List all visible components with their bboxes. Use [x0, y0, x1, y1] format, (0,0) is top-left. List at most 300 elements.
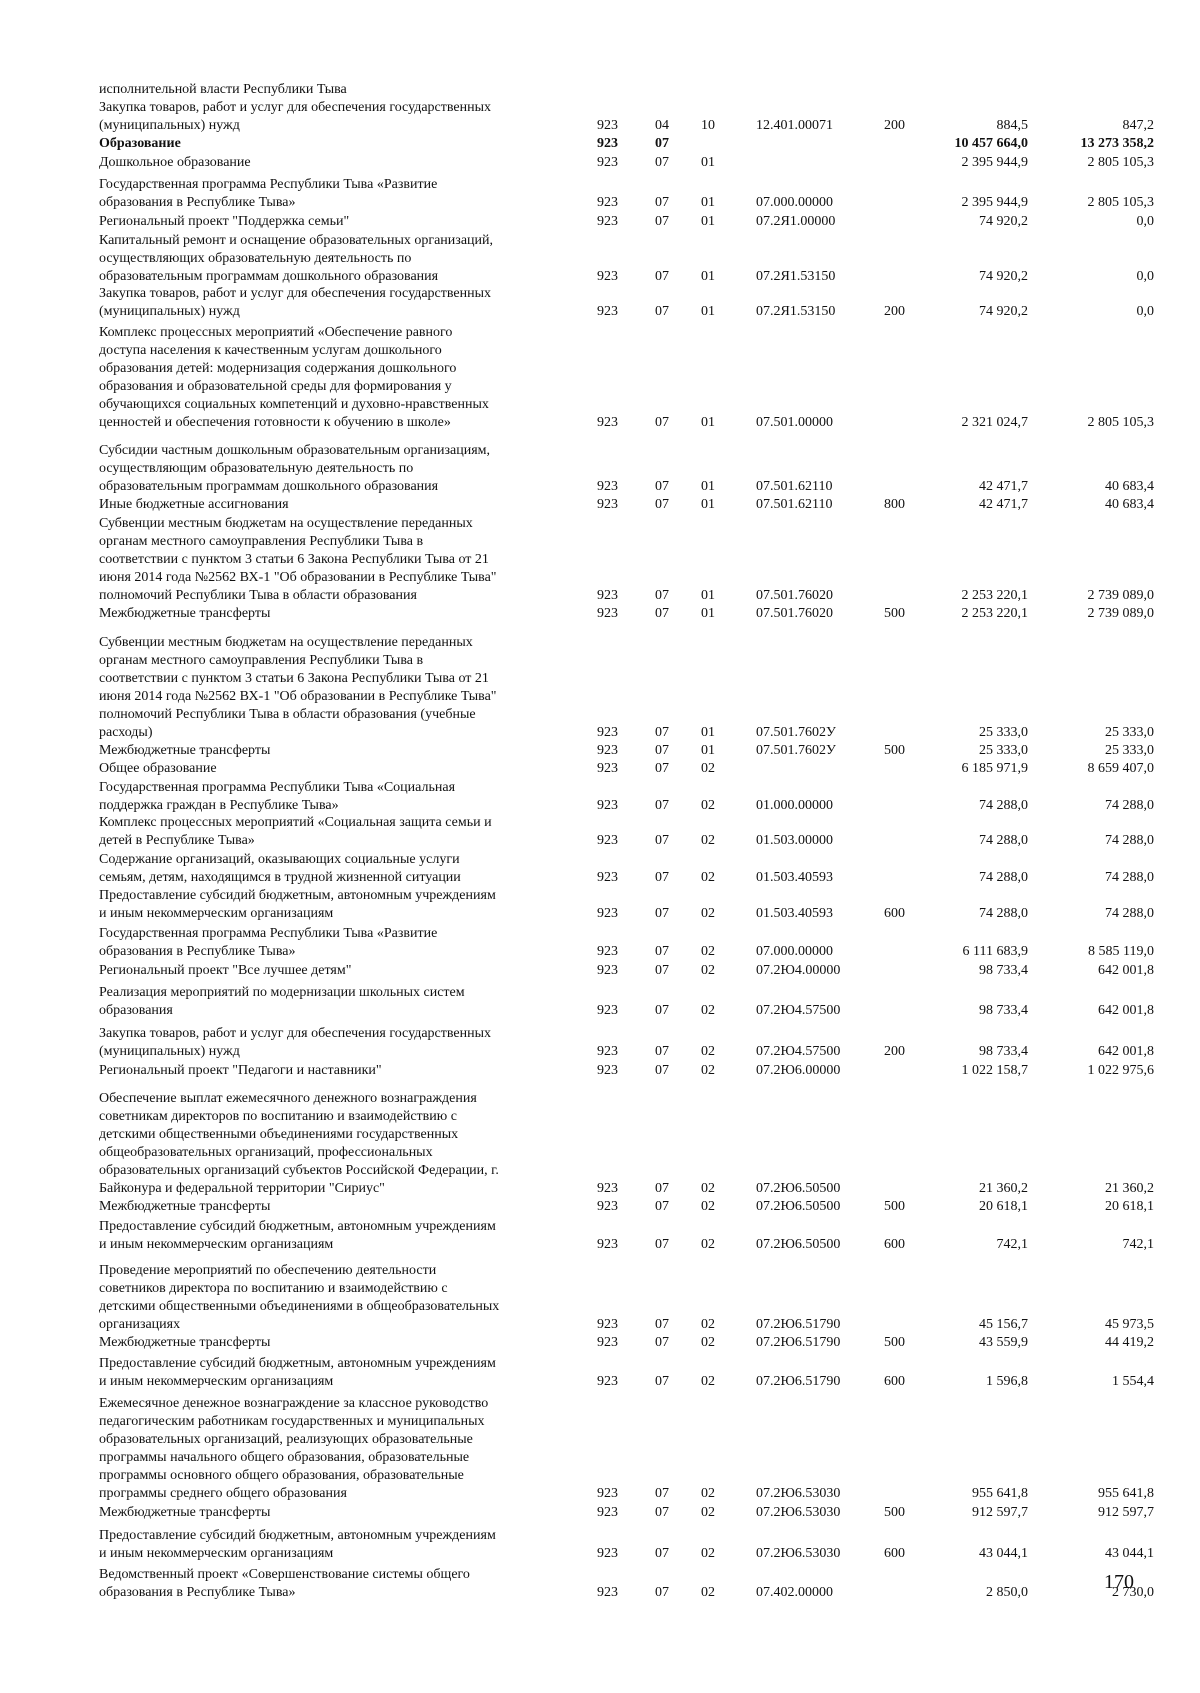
cell-sec: 07 [655, 497, 669, 512]
cell-typ: 600 [884, 1374, 905, 1389]
cell-v1: 1 596,8 [986, 1374, 1028, 1389]
cell-sec: 07 [655, 833, 669, 848]
row-name-line: Дошкольное образование [99, 155, 251, 170]
row-name-line: Предоставление субсидий бюджетным, автономным учреждениям [99, 888, 496, 903]
cell-v2: 25 333,0 [1105, 743, 1154, 758]
row-name-line: Межбюджетные трансферты [99, 1335, 271, 1350]
cell-v2: 0,0 [1136, 269, 1154, 284]
cell-sub: 02 [701, 1335, 715, 1350]
table-row [0, 492, 1200, 514]
cell-adm: 923 [597, 415, 618, 430]
cell-csr: 07.2Ю4.00000 [756, 963, 841, 978]
cell-sub: 01 [701, 214, 715, 229]
cell-csr: 07.2Ю4.57500 [756, 1044, 841, 1059]
cell-v2: 642 001,8 [1098, 963, 1154, 978]
row-name-line: Региональный проект "Все лучшее детям" [99, 963, 352, 978]
cell-csr: 07.000.00000 [756, 944, 833, 959]
row-name-line: семьям, детям, находящимся в трудной жизненной ситуации [99, 870, 461, 885]
row-name [99, 605, 569, 623]
row-name-line: Государственная программа Республики Тыва «Социальная [99, 780, 456, 795]
cell-sec: 07 [655, 1505, 669, 1520]
row-name-line: расходы) [99, 725, 153, 740]
row-name-line: образовательным программам дошкольного образования [99, 479, 439, 494]
cell-sec: 07 [655, 1063, 669, 1078]
cell-v1: 742,1 [996, 1237, 1028, 1252]
row-name-line: образовательным программам дошкольного образования [99, 269, 439, 284]
cell-sec: 07 [655, 195, 669, 210]
cell-csr: 07.501.76020 [756, 606, 833, 621]
cell-sec: 07 [655, 588, 669, 603]
cell-sub: 01 [701, 155, 715, 170]
cell-sec: 07 [655, 415, 669, 430]
row-name [99, 887, 569, 923]
cell-adm: 923 [597, 725, 618, 740]
cell-csr: 07.2Ю6.50500 [756, 1237, 841, 1252]
cell-sub: 02 [701, 1181, 715, 1196]
row-name-line: Общее образование [99, 761, 217, 776]
cell-v1: 74 920,2 [979, 269, 1028, 284]
table-row [0, 1500, 1200, 1522]
cell-v1: 20 618,1 [979, 1199, 1028, 1214]
table-row [0, 286, 1200, 321]
cell-v1: 912 597,7 [972, 1505, 1028, 1520]
cell-csr: 07.2Ю6.51790 [756, 1335, 841, 1350]
cell-typ: 200 [884, 1044, 905, 1059]
cell-sub: 02 [701, 1044, 715, 1059]
cell-csr: 07.2Я1.53150 [756, 304, 836, 319]
cell-sub: 02 [701, 944, 715, 959]
cell-v1: 2 253 220,1 [961, 606, 1028, 621]
cell-v1: 74 920,2 [979, 214, 1028, 229]
cell-v2: 25 333,0 [1105, 725, 1154, 740]
cell-v1: 74 288,0 [979, 906, 1028, 921]
cell-adm: 923 [597, 195, 618, 210]
row-name [99, 1355, 569, 1391]
row-name-line: доступа населения к качественным услугам дошкольного [99, 343, 442, 358]
cell-sec: 07 [655, 1003, 669, 1018]
row-name-line: образования в Республике Тыва» [99, 195, 296, 210]
cell-sec: 07 [655, 1317, 669, 1332]
cell-typ: 800 [884, 497, 905, 512]
cell-sec: 07 [655, 606, 669, 621]
cell-adm: 923 [597, 1044, 618, 1059]
row-name-line: (муниципальных) нужд [99, 118, 240, 133]
cell-v2: 74 288,0 [1105, 906, 1154, 921]
cell-v1: 43 559,9 [979, 1335, 1028, 1350]
cell-v1: 98 733,4 [979, 1044, 1028, 1059]
row-name [99, 814, 569, 850]
cell-sec: 07 [655, 1181, 669, 1196]
row-name-line: Межбюджетные трансферты [99, 743, 271, 758]
cell-csr: 07.000.00000 [756, 195, 833, 210]
table-row [0, 1194, 1200, 1216]
cell-csr: 12.401.00071 [756, 118, 833, 133]
row-name [99, 1527, 569, 1563]
cell-adm: 923 [597, 1505, 618, 1520]
row-name-line: детскими общественными объединениями государственных [99, 1127, 459, 1142]
cell-sec: 07 [655, 1237, 669, 1252]
cell-v2: 742,1 [1122, 1237, 1154, 1252]
row-name-line: программы среднего общего образования [99, 1486, 347, 1501]
row-name-line: Предоставление субсидий бюджетным, автономным учреждениям [99, 1528, 496, 1543]
cell-adm: 923 [597, 944, 618, 959]
cell-adm: 923 [597, 214, 618, 229]
cell-typ: 500 [884, 1505, 905, 1520]
row-name-line: Байконура и федеральной территории "Сириус" [99, 1181, 385, 1196]
cell-sub: 02 [701, 1237, 715, 1252]
cell-v1: 6 111 683,9 [962, 944, 1028, 959]
row-name [99, 285, 569, 321]
cell-v1: 884,5 [996, 118, 1028, 133]
cell-v2: 43 044,1 [1105, 1546, 1154, 1561]
row-name [99, 1090, 569, 1198]
cell-sec: 07 [655, 944, 669, 959]
cell-adm: 923 [597, 743, 618, 758]
row-name-line: Обеспечение выплат ежемесячного денежного вознаграждения [99, 1091, 477, 1106]
table-row [0, 1356, 1200, 1391]
cell-adm: 923 [597, 1374, 618, 1389]
cell-typ: 200 [884, 304, 905, 319]
row-name-line: Проведение мероприятий по обеспечению деятельности [99, 1263, 437, 1278]
row-name-line: Государственная программа Республики Тыва «Развитие [99, 926, 438, 941]
cell-sec: 07 [655, 761, 669, 776]
row-name-line: (муниципальных) нужд [99, 304, 240, 319]
table-row [0, 958, 1200, 980]
cell-v1: 43 044,1 [979, 1546, 1028, 1561]
row-name-line: Предоставление субсидий бюджетным, автономным учреждениям [99, 1219, 496, 1234]
cell-sub: 01 [701, 606, 715, 621]
row-name [99, 1198, 569, 1216]
row-name [99, 515, 569, 605]
cell-sec: 07 [655, 870, 669, 885]
row-name [99, 1334, 569, 1352]
cell-v2: 74 288,0 [1105, 870, 1154, 885]
cell-v2: 2 805 105,3 [1087, 195, 1154, 210]
row-name-line: советников директора по воспитанию и взаимодействию с [99, 1281, 448, 1296]
cell-v2: 847,2 [1122, 118, 1154, 133]
row-name [99, 851, 569, 887]
row-name-line: Закупка товаров, работ и услуг для обеспечения государственных [99, 286, 492, 301]
cell-v2: 955 641,8 [1098, 1486, 1154, 1501]
cell-csr: 07.2Ю4.57500 [756, 1003, 841, 1018]
cell-csr: 07.2Ю6.51790 [756, 1374, 841, 1389]
cell-typ: 500 [884, 743, 905, 758]
table-row [0, 1058, 1200, 1080]
row-name-line: Государственная программа Республики Тыва «Развитие [99, 177, 438, 192]
cell-csr: 07.2Ю6.50500 [756, 1199, 841, 1214]
cell-adm: 923 [597, 963, 618, 978]
cell-adm: 923 [597, 1181, 618, 1196]
cell-csr: 07.2Ю6.53030 [756, 1505, 841, 1520]
cell-csr: 07.501.00000 [756, 415, 833, 430]
cell-v2: 2 805 105,3 [1087, 155, 1154, 170]
cell-sub: 02 [701, 1505, 715, 1520]
row-name [99, 760, 569, 778]
cell-csr: 07.501.76020 [756, 588, 833, 603]
cell-typ: 600 [884, 1237, 905, 1252]
row-name [99, 1062, 569, 1080]
cell-sec: 07 [655, 1585, 669, 1600]
cell-v2: 40 683,4 [1105, 479, 1154, 494]
row-name [99, 1025, 569, 1061]
row-name-line: программы начального общего образования, образовательные [99, 1450, 470, 1465]
row-name-line: исполнительной власти Республики Тыва [99, 82, 347, 97]
cell-csr: 01.503.00000 [756, 833, 833, 848]
cell-sub: 02 [701, 1063, 715, 1078]
cell-v2: 2 739 089,0 [1087, 588, 1154, 603]
cell-v2: 13 273 358,2 [1080, 136, 1154, 151]
cell-adm: 923 [597, 304, 618, 319]
row-name-line: общеобразовательных организаций, профессиональных [99, 1145, 433, 1160]
row-name-line: и иным некоммерческим организациям [99, 1237, 334, 1252]
cell-sec: 07 [655, 798, 669, 813]
cell-adm: 923 [597, 269, 618, 284]
cell-sub: 02 [701, 798, 715, 813]
row-name-line: июня 2014 года №2562 ВХ-1 "Об образовании в Республике Тыва" [99, 570, 497, 585]
table-row [0, 1330, 1200, 1352]
cell-sub: 02 [701, 761, 715, 776]
cell-v1: 2 253 220,1 [961, 588, 1028, 603]
cell-sec: 07 [655, 269, 669, 284]
row-name [99, 1218, 569, 1254]
row-name-line: осуществляющих образовательную деятельность по [99, 251, 412, 266]
cell-v1: 6 185 971,9 [961, 761, 1028, 776]
cell-sec: 07 [655, 479, 669, 494]
cell-csr: 07.501.7602У [756, 743, 836, 758]
cell-v1: 74 288,0 [979, 798, 1028, 813]
row-name-line: Закупка товаров, работ и услуг для обеспечения государственных [99, 1026, 492, 1041]
cell-v1: 42 471,7 [979, 497, 1028, 512]
row-name-line: программы основного общего образования, образовательные [99, 1468, 464, 1483]
cell-csr: 07.501.62110 [756, 479, 833, 494]
cell-v1: 10 457 664,0 [954, 136, 1028, 151]
row-name-line: педагогическим работникам государственных и муниципальных [99, 1414, 485, 1429]
row-name [99, 324, 569, 432]
cell-csr: 07.2Ю6.53030 [756, 1486, 841, 1501]
table-row [0, 77, 1200, 99]
row-name-line: полномочий Республики Тыва в области образования (учебные [99, 707, 476, 722]
cell-v2: 2 805 105,3 [1087, 415, 1154, 430]
row-name-line: полномочий Республики Тыва в области образования [99, 588, 417, 603]
cell-sec: 07 [655, 725, 669, 740]
row-name-line: Закупка товаров, работ и услуг для обеспечения государственных [99, 100, 492, 115]
cell-v2: 8 659 407,0 [1087, 761, 1154, 776]
row-name-line: и иным некоммерческим организациям [99, 1374, 334, 1389]
row-name-line: образования в Республике Тыва» [99, 1585, 296, 1600]
row-name-line: Межбюджетные трансферты [99, 1505, 271, 1520]
row-name-line: Межбюджетные трансферты [99, 1199, 271, 1214]
cell-typ: 600 [884, 1546, 905, 1561]
row-name-line: Капитальный ремонт и оснащение образовательных организаций, [99, 233, 494, 248]
row-name-line: Иные бюджетные ассигнования [99, 497, 289, 512]
cell-v2: 45 973,5 [1105, 1317, 1154, 1332]
cell-sec: 07 [655, 1546, 669, 1561]
cell-sub: 01 [701, 497, 715, 512]
table-row [0, 1528, 1200, 1563]
row-name [99, 442, 569, 496]
cell-adm: 923 [597, 1546, 618, 1561]
row-name-line: обучающихся социальных компетенций и духовно-нравственных [99, 397, 489, 412]
row-name-line: соответствии с пунктом 3 статьи 6 Закона Республики Тыва от 21 [99, 552, 489, 567]
cell-v2: 74 288,0 [1105, 833, 1154, 848]
cell-v1: 1 022 158,7 [961, 1063, 1028, 1078]
row-name-line: детей в Республике Тыва» [99, 833, 255, 848]
cell-v2: 8 585 119,0 [1088, 944, 1154, 959]
cell-adm: 923 [597, 136, 618, 151]
row-name-line: образования и образовательной среды для формирования у [99, 379, 452, 394]
cell-v2: 74 288,0 [1105, 798, 1154, 813]
table-row [0, 325, 1200, 432]
table-row [0, 852, 1200, 887]
cell-v1: 2 321 024,7 [961, 415, 1028, 430]
row-name [99, 1504, 569, 1522]
cell-sub: 02 [701, 963, 715, 978]
row-name-line: органам местного самоуправления Республики Тыва в [99, 653, 424, 668]
cell-typ: 200 [884, 118, 905, 133]
row-name-line: Субсидии частным дошкольным образовательным организациям, [99, 443, 491, 458]
cell-sec: 07 [655, 136, 669, 151]
row-name [99, 1566, 569, 1602]
cell-csr: 07.2Я1.53150 [756, 269, 836, 284]
cell-sub: 02 [701, 1546, 715, 1561]
row-name-line: Ежемесячное денежное вознаграждение за классное руководство [99, 1396, 489, 1411]
cell-sub: 02 [701, 1317, 715, 1332]
table-row [0, 233, 1200, 286]
row-name [99, 213, 569, 231]
row-name-line: органам местного самоуправления Республики Тыва в [99, 534, 424, 549]
row-name-line: Комплекс процессных мероприятий «Социальная защита семьи и [99, 815, 492, 830]
row-name-line: детскими общественными объединениями в общеобразовательных [99, 1299, 500, 1314]
row-name [99, 232, 569, 286]
cell-csr: 01.000.00000 [756, 798, 833, 813]
cell-sub: 01 [701, 725, 715, 740]
cell-sec: 07 [655, 1199, 669, 1214]
row-name-line: Ведомственный проект «Совершенствование системы общего [99, 1567, 470, 1582]
cell-v1: 2 395 944,9 [961, 155, 1028, 170]
cell-sec: 07 [655, 743, 669, 758]
cell-adm: 923 [597, 588, 618, 603]
cell-adm: 923 [597, 870, 618, 885]
row-name [99, 1395, 569, 1503]
row-name-line: (муниципальных) нужд [99, 1044, 240, 1059]
table-row [0, 780, 1200, 815]
row-name [99, 1262, 569, 1334]
cell-v2: 912 597,7 [1098, 1505, 1154, 1520]
row-name-line: Межбюджетные трансферты [99, 606, 271, 621]
row-name-line: и иным некоммерческим организациям [99, 1546, 334, 1561]
cell-csr: 07.2Ю6.53030 [756, 1546, 841, 1561]
row-name [99, 925, 569, 961]
row-name-line: образования детей: модернизация содержания дошкольного [99, 361, 457, 376]
cell-csr: 01.503.40593 [756, 870, 833, 885]
row-name-line: образовательных организаций субъектов Российской Федерации, г. [99, 1163, 499, 1178]
row-name-line: образовательных организаций, реализующих образовательные [99, 1432, 473, 1447]
cell-v1: 25 333,0 [979, 743, 1028, 758]
table-row [0, 601, 1200, 623]
cell-sec: 07 [655, 304, 669, 319]
cell-v1: 74 288,0 [979, 870, 1028, 885]
cell-v2: 1 554,4 [1112, 1374, 1154, 1389]
row-name-line: Региональный проект "Поддержка семьи" [99, 214, 350, 229]
cell-sec: 07 [655, 214, 669, 229]
cell-v2: 642 001,8 [1098, 1044, 1154, 1059]
row-name-line: Субвенции местным бюджетам на осуществление переданных [99, 635, 473, 650]
row-name-line: Содержание организаций, оказывающих социальные услуги [99, 852, 460, 867]
cell-v2: 44 419,2 [1105, 1335, 1154, 1350]
cell-csr: 07.2Я1.00000 [756, 214, 836, 229]
row-name-line: поддержка граждан в Республике Тыва» [99, 798, 339, 813]
cell-v1: 42 471,7 [979, 479, 1028, 494]
cell-v1: 45 156,7 [979, 1317, 1028, 1332]
row-name [99, 984, 569, 1020]
cell-v1: 98 733,4 [979, 1003, 1028, 1018]
table-row [0, 815, 1200, 850]
cell-sub: 01 [701, 743, 715, 758]
row-name-line: осуществляющим образовательную деятельность по [99, 461, 414, 476]
cell-typ: 600 [884, 906, 905, 921]
cell-v2: 642 001,8 [1098, 1003, 1154, 1018]
cell-sub: 02 [701, 870, 715, 885]
cell-adm: 923 [597, 118, 618, 133]
cell-v2: 20 618,1 [1105, 1199, 1154, 1214]
cell-v1: 955 641,8 [972, 1486, 1028, 1501]
table-row [0, 1219, 1200, 1254]
cell-sec: 07 [655, 963, 669, 978]
cell-sub: 02 [701, 1199, 715, 1214]
table-row [0, 1567, 1200, 1602]
row-name-line: июня 2014 года №2562 ВХ-1 "Об образовании в Республике Тыва" [99, 689, 497, 704]
cell-v2: 0,0 [1136, 214, 1154, 229]
cell-adm: 923 [597, 497, 618, 512]
cell-sub: 10 [701, 118, 715, 133]
row-name-line: Предоставление субсидий бюджетным, автономным учреждениям [99, 1356, 496, 1371]
cell-adm: 923 [597, 1003, 618, 1018]
cell-adm: 923 [597, 906, 618, 921]
cell-sub: 01 [701, 588, 715, 603]
cell-adm: 923 [597, 155, 618, 170]
cell-adm: 923 [597, 761, 618, 776]
row-name-line: соответствии с пунктом 3 статьи 6 Закона Республики Тыва от 21 [99, 671, 489, 686]
row-name-line: советникам директоров по воспитанию и взаимодействию с [99, 1109, 457, 1124]
cell-v1: 21 360,2 [979, 1181, 1028, 1196]
cell-sub: 02 [701, 906, 715, 921]
cell-sec: 07 [655, 1044, 669, 1059]
row-name-line: Комплекс процессных мероприятий «Обеспечение равного [99, 325, 453, 340]
cell-csr: 01.503.40593 [756, 906, 833, 921]
cell-adm: 923 [597, 606, 618, 621]
cell-sec: 07 [655, 1335, 669, 1350]
row-name [99, 779, 569, 815]
cell-v1: 74 920,2 [979, 304, 1028, 319]
cell-sec: 07 [655, 906, 669, 921]
cell-csr: 07.2Ю6.51790 [756, 1317, 841, 1332]
row-name [99, 154, 569, 172]
cell-adm: 923 [597, 1317, 618, 1332]
cell-csr: 07.2Ю6.50500 [756, 1181, 841, 1196]
row-name [99, 962, 569, 980]
row-name [99, 176, 569, 212]
row-name-line: Образование [99, 136, 181, 151]
cell-sub: 02 [701, 1585, 715, 1600]
table-row [0, 756, 1200, 778]
row-name [99, 81, 569, 99]
cell-sec: 07 [655, 1374, 669, 1389]
cell-typ: 500 [884, 1199, 905, 1214]
cell-sec: 07 [655, 155, 669, 170]
row-name-line: Субвенции местным бюджетам на осуществление переданных [99, 516, 473, 531]
table-row [0, 888, 1200, 923]
cell-sec: 04 [655, 118, 669, 133]
